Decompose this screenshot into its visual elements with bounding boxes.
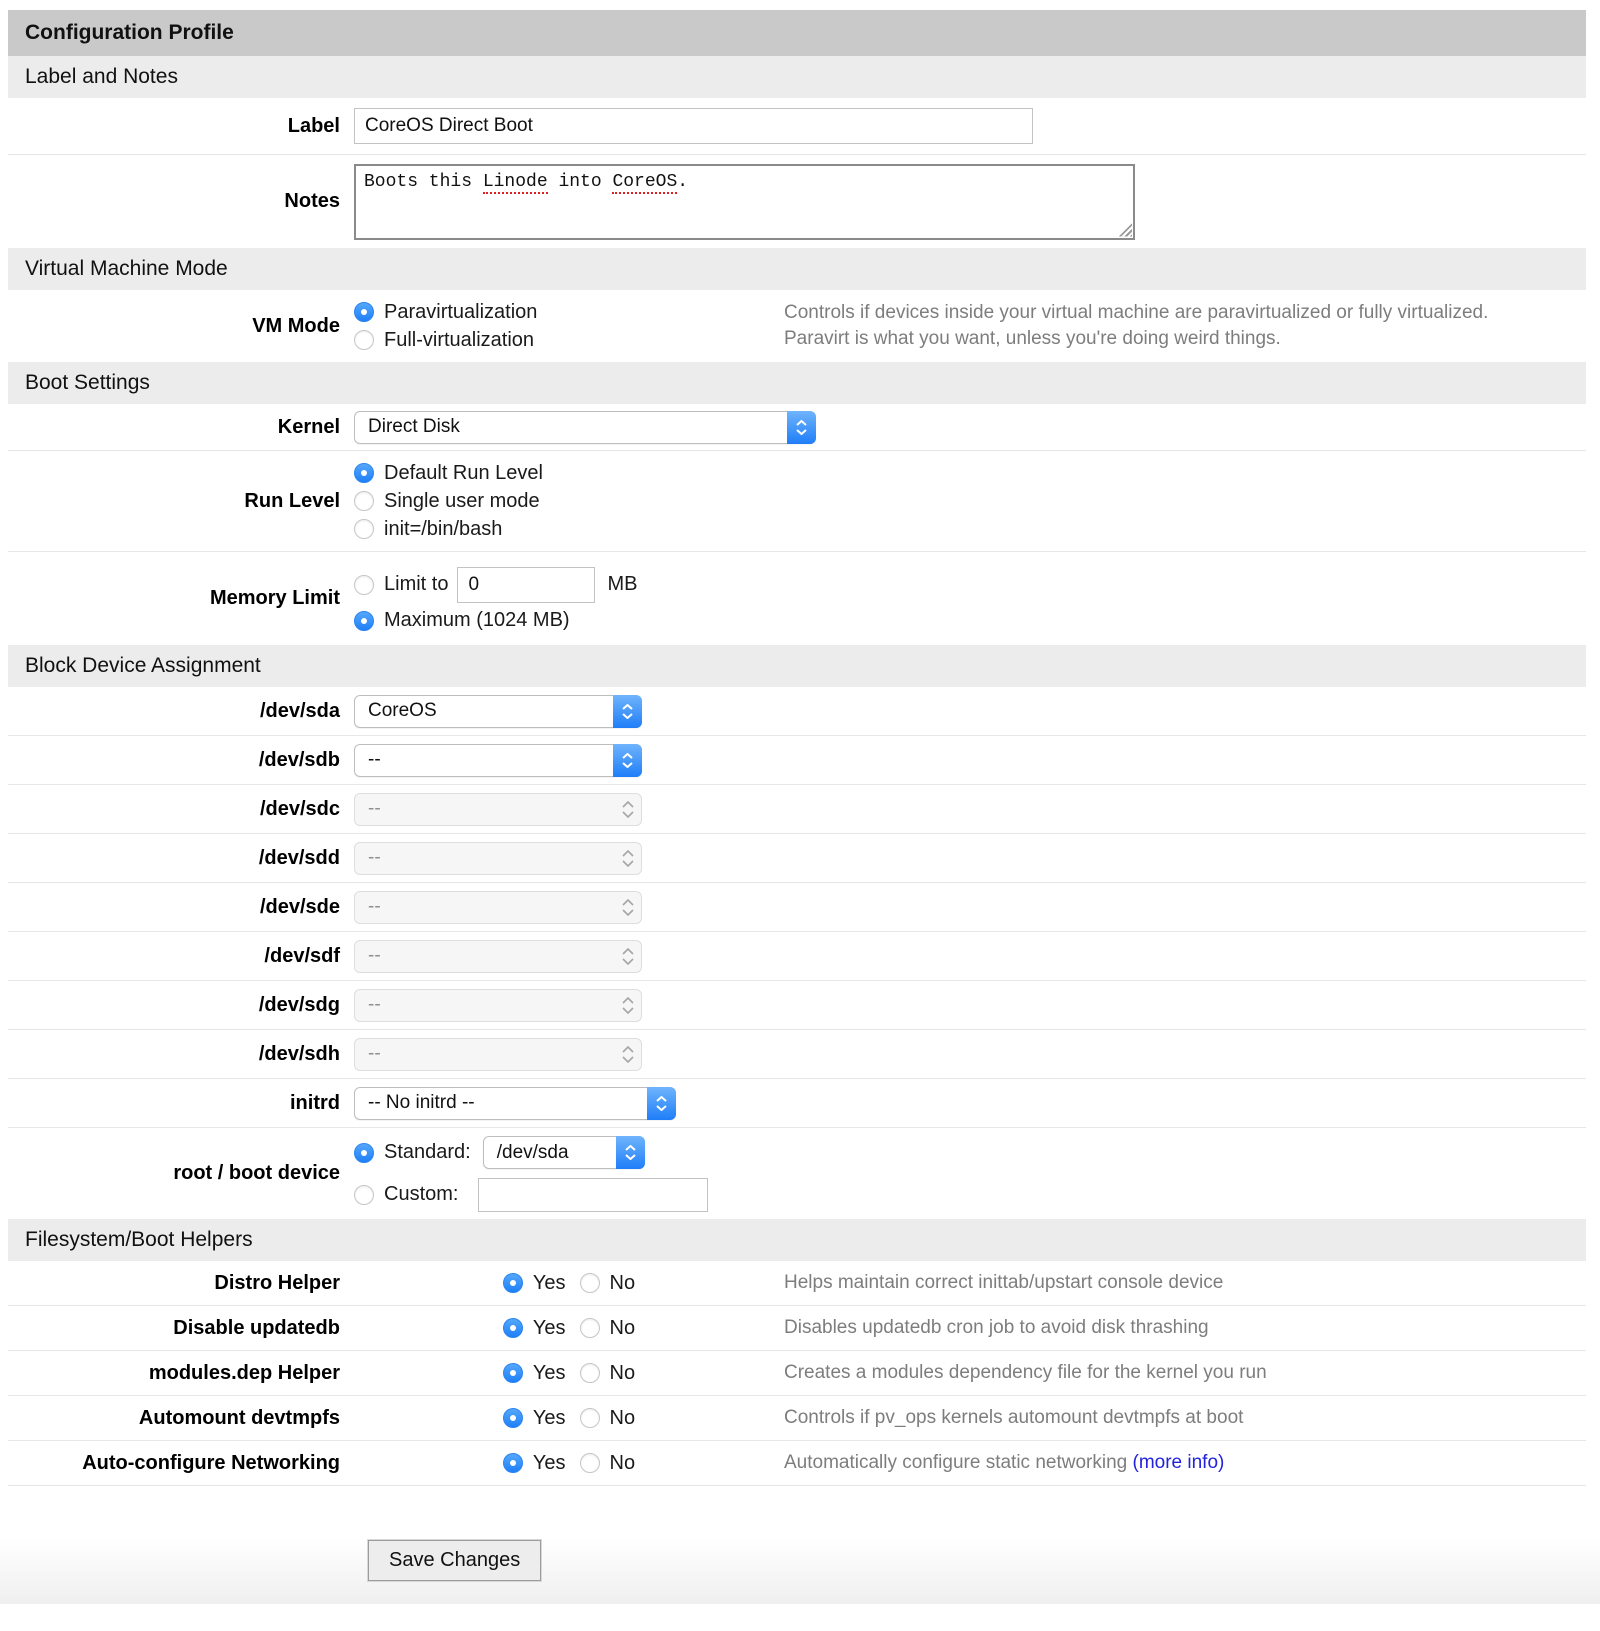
chevron-down-icon — [622, 811, 634, 818]
chevron-up-icon — [796, 420, 807, 426]
row-dev-sdg — [8, 981, 1586, 1030]
chevron-up-icon — [622, 753, 633, 759]
radio-auto-configure-networking-no[interactable] — [580, 1453, 600, 1473]
row-dev-sda — [8, 687, 1586, 736]
run-level-label: Run Level — [244, 489, 340, 512]
row-label — [8, 98, 1586, 155]
row-initrd — [8, 1079, 1586, 1128]
chevron-down-icon — [622, 958, 634, 965]
row-dev-sdd — [8, 834, 1586, 883]
root-boot-device-label: root / boot device — [173, 1162, 340, 1184]
select-stepper-icon — [613, 744, 642, 777]
page-title-bar — [8, 10, 1586, 56]
radio-limit-to-label[interactable]: Limit to — [384, 573, 449, 595]
radio-no-label[interactable]: No — [609, 1406, 636, 1429]
section-boot-settings — [8, 362, 1586, 404]
chevron-down-icon — [622, 713, 633, 719]
dev-sdh-label: /dev/sdh — [258, 1042, 340, 1065]
notes-misspelled-word: Linode — [482, 171, 548, 192]
notes-field-label: Notes — [284, 190, 340, 212]
automount-devtmpfs-help-text: Controls if pv_ops kernels automount devtmpfs at boot — [784, 1407, 1244, 1428]
chevron-down-icon — [622, 762, 633, 768]
save-changes-button[interactable]: Save Changes — [368, 1540, 541, 1581]
kernel-label: Kernel — [277, 415, 340, 438]
dev-sdd-select — [354, 842, 642, 875]
disable-updatedb-label: Disable updatedb — [173, 1316, 340, 1339]
select-stepper-icon — [615, 850, 641, 867]
dev-sda-select-value: CoreOS — [368, 700, 437, 721]
chevron-down-icon — [622, 860, 634, 867]
notes-text: . — [677, 171, 689, 192]
chevron-down-icon — [622, 1056, 634, 1063]
dev-sdc-label: /dev/sdc — [259, 797, 340, 820]
radio-disable-updatedb-yes[interactable] — [503, 1318, 523, 1338]
auto-configure-networking-label: Auto-configure Networking — [82, 1451, 340, 1474]
row-vm-mode — [8, 290, 1586, 362]
row-dev-sde — [8, 883, 1586, 932]
radio-paravirtualization-label[interactable]: Paravirtualization — [384, 300, 538, 323]
dev-sdf-label: /dev/sdf — [264, 944, 340, 967]
notes-text: into — [547, 171, 613, 192]
radio-no-label[interactable]: No — [609, 1451, 636, 1474]
kernel-select-value: Direct Disk — [368, 416, 460, 437]
radio-standard-device-label[interactable]: Standard: — [384, 1141, 471, 1163]
dev-sdc-select-value: -- — [368, 798, 381, 819]
radio-default-run-level-label[interactable]: Default Run Level — [384, 461, 543, 484]
radio-maximum-memory[interactable] — [354, 611, 374, 631]
chevron-up-icon — [622, 850, 634, 857]
dev-sdc-select — [354, 793, 642, 826]
modules-dep-helper-label: modules.dep Helper — [148, 1361, 340, 1384]
dev-sdd-select-value: -- — [368, 847, 381, 868]
vm-mode-label: VM Mode — [252, 314, 340, 337]
chevron-down-icon — [625, 1154, 636, 1160]
vm-mode-help-text: Controls if devices inside your virtual machine are paravirtualized or fully virtualized. Paravirt is what you want, unless you're doing weird things. — [784, 302, 1489, 349]
section-label-and-notes — [8, 56, 1586, 98]
chevron-down-icon — [622, 1007, 634, 1014]
select-stepper-icon — [615, 948, 641, 965]
label-field-label: Label — [287, 114, 340, 137]
select-stepper-icon — [615, 997, 641, 1014]
chevron-up-icon — [622, 704, 633, 710]
radio-custom-device[interactable] — [354, 1185, 374, 1205]
select-stepper-icon — [647, 1087, 676, 1120]
row-run-level — [8, 451, 1586, 552]
row-dev-sdb — [8, 736, 1586, 785]
dev-sda-select[interactable] — [354, 695, 642, 728]
chevron-down-icon — [656, 1105, 667, 1111]
select-stepper-icon — [615, 899, 641, 916]
standard-device-select-value: /dev/sda — [496, 1141, 569, 1163]
section-title: Label and Notes — [25, 65, 178, 88]
select-stepper-icon — [615, 801, 641, 818]
resize-grip-icon[interactable] — [1118, 223, 1132, 237]
chevron-up-icon — [622, 1046, 634, 1053]
custom-device-input[interactable] — [478, 1178, 708, 1212]
section-filesystem-boot-helpers — [8, 1219, 1586, 1261]
row-automount-devtmpfs — [8, 1396, 1586, 1441]
section-block-device-assignment — [8, 645, 1586, 687]
row-notes — [8, 155, 1586, 248]
section-virtual-machine-mode — [8, 248, 1586, 290]
standard-device-select[interactable] — [483, 1136, 645, 1169]
radio-full-virtualization[interactable] — [354, 330, 374, 350]
radio-no-label[interactable]: No — [609, 1316, 636, 1339]
radio-automount-devtmpfs-no[interactable] — [580, 1408, 600, 1428]
dev-sdb-label: /dev/sdb — [258, 748, 340, 771]
memory-limit-label: Memory Limit — [209, 587, 340, 609]
notes-textarea[interactable] — [354, 164, 1135, 240]
row-modules-dep-helper — [8, 1351, 1586, 1396]
radio-limit-to[interactable] — [354, 575, 374, 595]
label-input[interactable] — [354, 108, 1033, 144]
dev-sdh-select-value: -- — [368, 1043, 381, 1064]
dev-sdf-select — [354, 940, 642, 973]
radio-distro-helper-yes[interactable] — [503, 1273, 523, 1293]
row-distro-helper — [8, 1261, 1586, 1306]
notes-text: Boots this — [364, 171, 483, 192]
chevron-down-icon — [796, 429, 807, 435]
radio-custom-device-label[interactable]: Custom: — [384, 1183, 459, 1205]
dev-sdd-label: /dev/sdd — [258, 846, 340, 869]
memory-limit-unit: MB — [607, 573, 638, 595]
radio-single-user-mode[interactable] — [354, 491, 374, 511]
radio-full-virtualization-label[interactable]: Full-virtualization — [384, 328, 535, 351]
row-disable-updatedb — [8, 1306, 1586, 1351]
radio-default-run-level[interactable] — [354, 463, 374, 483]
radio-automount-devtmpfs-yes[interactable] — [503, 1408, 523, 1428]
section-title: Filesystem/Boot Helpers — [25, 1228, 253, 1251]
page-title: Configuration Profile — [25, 21, 234, 44]
initrd-label: initrd — [290, 1091, 340, 1114]
auto-configure-networking-help-text — [784, 1450, 1586, 1476]
radio-no-label[interactable]: No — [609, 1361, 636, 1384]
chevron-up-icon — [622, 801, 634, 808]
section-title: Boot Settings — [25, 371, 150, 394]
radio-yes-label[interactable]: Yes — [532, 1406, 566, 1429]
radio-maximum-memory-label[interactable]: Maximum (1024 MB) — [384, 609, 570, 631]
dev-sde-select-value: -- — [368, 896, 381, 917]
radio-paravirtualization[interactable] — [354, 302, 374, 322]
radio-modules-dep-yes[interactable] — [503, 1363, 523, 1383]
radio-standard-device[interactable] — [354, 1143, 374, 1163]
save-area — [0, 1486, 1600, 1604]
row-root-boot-device — [8, 1128, 1586, 1219]
help-text: Automatically configure static networking — [784, 1452, 1133, 1473]
radio-single-user-mode-label[interactable]: Single user mode — [384, 489, 540, 512]
dev-sdh-select — [354, 1038, 642, 1071]
dev-sda-label: /dev/sda — [259, 699, 340, 722]
row-auto-configure-networking — [8, 1441, 1586, 1486]
section-title: Block Device Assignment — [25, 654, 261, 677]
chevron-up-icon — [622, 997, 634, 1004]
chevron-down-icon — [622, 909, 634, 916]
dev-sdg-label: /dev/sdg — [258, 993, 340, 1016]
radio-yes-label[interactable]: Yes — [532, 1316, 566, 1339]
chevron-up-icon — [656, 1096, 667, 1102]
radio-init-bin-bash-label[interactable]: init=/bin/bash — [384, 517, 503, 540]
chevron-up-icon — [622, 948, 634, 955]
radio-modules-dep-no[interactable] — [580, 1363, 600, 1383]
row-memory-limit — [8, 552, 1586, 645]
more-info-link[interactable]: (more info) — [1132, 1452, 1225, 1473]
initrd-select-value: -- No initrd -- — [368, 1092, 475, 1113]
radio-distro-helper-no[interactable] — [580, 1273, 600, 1293]
initrd-select[interactable] — [354, 1087, 676, 1120]
dev-sdb-select[interactable] — [354, 744, 642, 777]
row-dev-sdf — [8, 932, 1586, 981]
dev-sdg-select — [354, 989, 642, 1022]
notes-misspelled-word: CoreOS — [612, 171, 678, 192]
radio-auto-configure-networking-yes[interactable] — [503, 1453, 523, 1473]
radio-no-label[interactable]: No — [609, 1271, 636, 1294]
radio-disable-updatedb-no[interactable] — [580, 1318, 600, 1338]
radio-init-bin-bash[interactable] — [354, 519, 374, 539]
automount-devtmpfs-label: Automount devtmpfs — [138, 1406, 340, 1429]
distro-helper-label: Distro Helper — [214, 1271, 340, 1294]
dev-sdf-select-value: -- — [368, 945, 381, 966]
section-title: Virtual Machine Mode — [25, 257, 228, 280]
dev-sde-label: /dev/sde — [259, 895, 340, 918]
select-stepper-icon — [613, 695, 642, 728]
radio-yes-label[interactable]: Yes — [532, 1451, 566, 1474]
modules-dep-help-text: Creates a modules dependency file for the kernel you run — [784, 1362, 1267, 1383]
chevron-up-icon — [625, 1145, 636, 1151]
dev-sde-select — [354, 891, 642, 924]
row-dev-sdc — [8, 785, 1586, 834]
chevron-up-icon — [622, 899, 634, 906]
select-stepper-icon — [787, 411, 816, 444]
row-dev-sdh — [8, 1030, 1586, 1079]
dev-sdg-select-value: -- — [368, 994, 381, 1015]
disable-updatedb-help-text: Disables updatedb cron job to avoid disk thrashing — [784, 1317, 1209, 1338]
select-stepper-icon — [616, 1136, 645, 1169]
kernel-select[interactable] — [354, 411, 816, 444]
dev-sdb-select-value: -- — [368, 749, 381, 770]
radio-yes-label[interactable]: Yes — [532, 1361, 566, 1384]
select-stepper-icon — [615, 1046, 641, 1063]
distro-helper-help-text: Helps maintain correct inittab/upstart console device — [784, 1272, 1224, 1293]
radio-yes-label[interactable]: Yes — [532, 1271, 566, 1294]
memory-limit-input[interactable] — [457, 567, 595, 603]
row-kernel — [8, 404, 1586, 451]
